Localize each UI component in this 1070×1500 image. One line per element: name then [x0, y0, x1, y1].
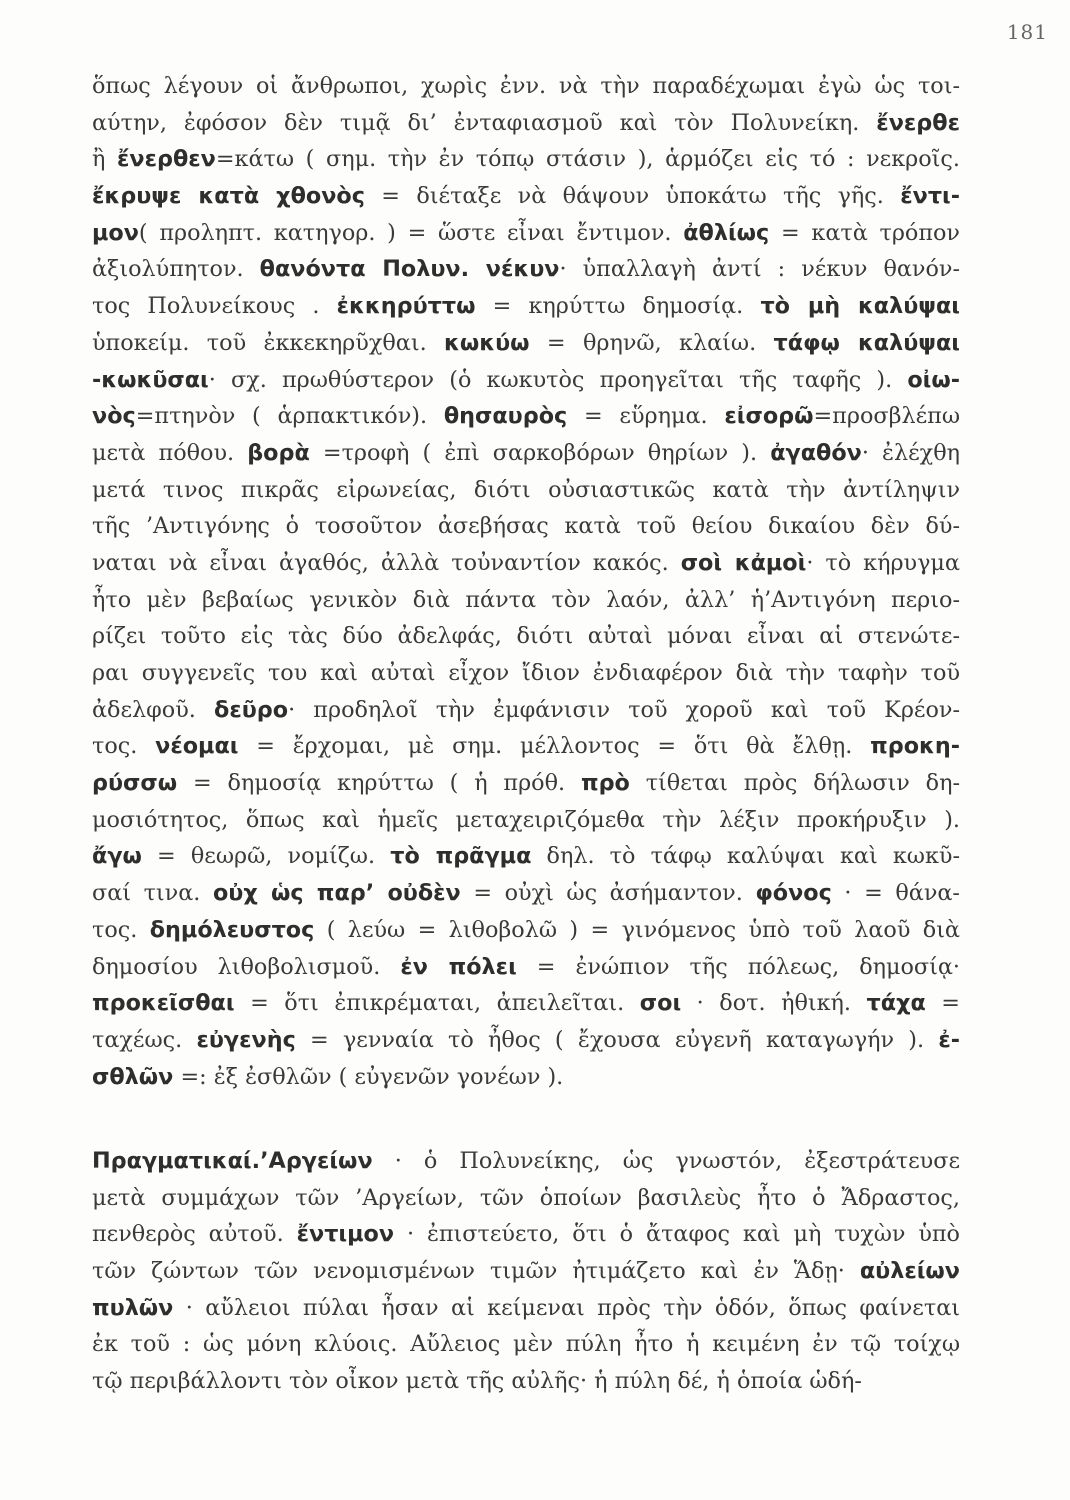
gloss-text: =προσβλέπω — [813, 403, 960, 430]
lemma-term: τὸ πρᾶγμα — [390, 843, 532, 870]
text-line — [92, 1326, 960, 1363]
text-line — [92, 251, 960, 288]
lemma-term: βορὰ — [247, 439, 310, 466]
lemma-term: ρύσσω — [92, 770, 178, 797]
gloss-text: πενθερὸς αὐτοῦ. — [92, 1221, 297, 1248]
gloss-text: = δημοσίᾳ κηρύττω ( ἡ πρόθ. — [177, 770, 581, 797]
gloss-text: τος. — [92, 916, 150, 943]
text-line — [92, 1253, 960, 1290]
gloss-text: ἢ — [92, 146, 117, 173]
gloss-text: = θεωρῶ, νομίζω. — [141, 843, 391, 870]
text-line — [92, 215, 960, 252]
text-line — [92, 985, 960, 1022]
gloss-text: ἐκ τοῦ : ὡς μόνη κλύοις. Αὔλειος μὲν πύλη ἦτο ἡ κειμένη ἐν τῷ τοίχῳ — [92, 1331, 960, 1358]
gloss-text: · αὔλειοι πύλαι ἦσαν αἱ κείμεναι πρὸς τὴν ὁδόν, ὅπως φαίνεται — [173, 1294, 960, 1321]
lemma-term: προκη- — [870, 733, 960, 760]
gloss-text: τῶν ζώντων τῶν νενομισμένων τιμῶν ἠτιμάζετο καὶ ἐν Ἅδῃ· — [92, 1258, 860, 1285]
text-line — [92, 288, 960, 325]
lemma-term: μον — [92, 219, 139, 246]
text-line — [92, 765, 960, 802]
lemma-term: ἐν πόλει — [400, 953, 517, 980]
gloss-text: =τροφὴ ( ἐπὶ σαρκοβόρων θηρίων ). — [309, 439, 771, 466]
lemma-term: πρὸ — [580, 770, 630, 797]
gloss-text: = γενναία τὸ ἦθος ( ἔχουσα εὐγενῆ καταγωγήν ). — [295, 1026, 939, 1053]
text-line — [92, 802, 960, 839]
lemma-term: οὐχ ὡς παρ’ οὐδὲν — [212, 880, 461, 907]
text-line — [92, 1180, 960, 1217]
text-line — [92, 508, 960, 545]
gloss-text: αύτην, ἐφόσον δὲν τιμᾷ δι’ ἐνταφιασμοῦ καὶ τὸν Πολυνείκη. — [92, 109, 877, 136]
text-line — [92, 838, 960, 875]
realia-paragraph — [92, 1143, 960, 1400]
lemma-term: εἰσορῶ — [724, 403, 814, 430]
gloss-text: · ὁ Πολυνείκης, ὡς γνωστόν, ἐξεστράτευσε — [372, 1148, 960, 1174]
text-line — [92, 1022, 960, 1059]
gloss-text: δημοσίου λιθοβολισμοῦ. — [92, 953, 401, 980]
text-line — [92, 1216, 960, 1253]
text-line — [92, 141, 960, 178]
lemma-term: σθλῶν — [92, 1063, 174, 1090]
text-line — [92, 545, 960, 582]
gloss-text: =πτηνὸν ( ἁρπακτικόν). — [135, 403, 444, 430]
text-line — [92, 398, 960, 435]
gloss-text: · = θάνα- — [831, 880, 960, 907]
gloss-text: ρίζει τοῦτο εἰς τὰς δύο ἀδελφάς, διότι αὐταὶ μόναι εἶναι αἱ στενώτε- — [92, 623, 960, 650]
gloss-text: τίθεται πρὸς δήλωσιν δη- — [629, 770, 960, 797]
gloss-text: = — [925, 990, 960, 1017]
gloss-text: ναται νὰ εἶναι ἀγαθός, ἀλλὰ τοὐναντίον κακός. — [92, 549, 681, 576]
gloss-text: = ὅτι ἐπικρέμαται, ἀπειλεῖται. — [234, 990, 640, 1017]
lemma-term: ἔνερθε — [876, 109, 960, 136]
text-line — [92, 655, 960, 692]
lemma-term: φόνος — [755, 880, 832, 907]
gloss-text: μοσιότητος, ὅπως καὶ ἡμεῖς μεταχειριζόμεθα τὴν λέξιν προκήρυξιν ). — [92, 806, 960, 833]
lemma-term: κωκύω — [444, 329, 530, 356]
text-line — [92, 618, 960, 655]
gloss-text: = κατὰ τρόπον — [769, 219, 960, 246]
gloss-text: · τὸ κήρυγμα — [806, 549, 960, 576]
gloss-text: τῆς ’Αντιγόνης ὁ τοσοῦτον ἀσεβήσας κατὰ τοῦ θείου δικαίου δὲν δύ- — [92, 513, 960, 540]
lemma-term: σοὶ κἀμοὶ — [680, 549, 807, 576]
text-line — [92, 692, 960, 729]
lemma-term: νέομαι — [155, 733, 239, 760]
text-line — [92, 325, 960, 362]
gloss-text: ραι συγγενεῖς του καὶ αὐταὶ εἶχον ἴδιον ἐνδιαφέρον διὰ τὴν ταφὴν τοῦ — [92, 660, 960, 686]
gloss-text: ἦτο μὲν βεβαίως γενικὸν διὰ πάντα τὸν λαόν, ἀλλ’ ἡ’Αντιγόνη περιο- — [92, 586, 960, 613]
text-line — [92, 472, 960, 509]
gloss-text: · ὑπαλλαγὴ ἀντί : νέκυν θανόν- — [559, 256, 960, 283]
lemma-term: ἐκκηρύττω — [336, 293, 476, 320]
lemma-term: τάφῳ καλύψαι — [773, 329, 960, 356]
text-line — [92, 1363, 960, 1400]
page-number: 181 — [1006, 20, 1048, 44]
text-line — [92, 362, 960, 399]
gloss-text: = ἔρχομαι, μὲ σημ. μέλλοντος = ὅτι θὰ ἔλθῃ. — [238, 733, 871, 760]
gloss-text: ( λεύω = λιθοβολῶ ) = γινόμενος ὑπὸ τοῦ λαοῦ διὰ — [314, 916, 960, 943]
gloss-text: ὅπως λέγουν οἱ ἄνθρωποι, χωρὶς ἐνν. νὰ τὴν παραδέχωμαι ἐγὼ ὡς τοι- — [92, 73, 960, 99]
gloss-text: = διέταξε νὰ θάψουν ὑποκάτω τῆς γῆς. — [364, 183, 901, 210]
lemma-term: -κωκῦσαι — [92, 366, 209, 393]
text-line — [92, 949, 960, 986]
lemma-term: θανόντα Πολυν. νέκυν — [259, 256, 560, 283]
gloss-text: ὑποκείμ. τοῦ ἐκκεκηρῦχθαι. — [92, 329, 445, 356]
gloss-text: = κηρύττω δημοσίᾳ. — [475, 293, 761, 320]
gloss-text: =: ἐξ ἐσθλῶν ( εὐγενῶν γονέων ). — [173, 1063, 564, 1090]
text-line — [92, 1290, 960, 1327]
lemma-term: δημόλευστος — [149, 916, 315, 943]
gloss-text: = εὕρημα. — [567, 403, 725, 430]
text-line — [92, 178, 960, 215]
gloss-text: δηλ. τὸ τάφῳ καλύψαι καὶ κωκῦ- — [531, 843, 960, 870]
lemma-term: αὐλείων — [859, 1258, 960, 1285]
gloss-text: ταχέως. — [92, 1026, 197, 1053]
gloss-text: = θρηνῶ, κλαίω. — [529, 329, 774, 356]
gloss-text: · σχ. πρωθύστερον (ὁ κωκυτὸς προηγεῖται τῆς ταφῆς ). — [208, 366, 908, 393]
lemma-term: θησαυρὸς — [443, 403, 568, 430]
lemma-term: ἀγαθόν — [770, 439, 862, 466]
gloss-text: · προδηλοῖ τὴν ἐμφάνισιν τοῦ χοροῦ καὶ τοῦ Κρέον- — [288, 696, 960, 723]
lemma-term: εὐγενὴς — [196, 1026, 296, 1053]
lemma-term: ἄγω — [92, 843, 142, 870]
gloss-text: ἀξιολύπητον. — [92, 256, 260, 283]
lemma-term: Πραγματικαί.’Αργείων — [92, 1148, 373, 1174]
gloss-text: · ἐλέχθη — [861, 439, 960, 466]
lemma-term: οἰω- — [907, 366, 960, 393]
lemma-term: ἐ- — [938, 1026, 960, 1053]
text-line — [92, 1143, 960, 1180]
lemma-term: ἀθλίως — [683, 219, 770, 246]
lemma-term: δεῦρο — [214, 696, 289, 723]
gloss-text: ἀδελφοῦ. — [92, 696, 214, 723]
lemma-term: τὸ μὴ καλύψαι — [760, 293, 960, 320]
text-line — [92, 912, 960, 949]
text-line — [92, 435, 960, 472]
text-line — [92, 68, 960, 105]
lemma-term: νὸς — [92, 403, 136, 430]
lemma-term: ἔντι- — [900, 183, 960, 210]
gloss-text: ( προληπτ. κατηγορ. ) = ὥστε εἶναι ἔντιμον. — [138, 219, 684, 246]
lemma-term: ἔκρυψε κατὰ χθονὸς — [92, 183, 365, 210]
gloss-text: · ἐπιστεύετο, ὅτι ὁ ἄταφος καὶ μὴ τυχὼν ὑπὸ — [394, 1221, 960, 1248]
lemma-term: ἔνερθεν — [116, 146, 216, 173]
gloss-text: σαί τινα. — [92, 880, 213, 907]
commentary-paragraph — [92, 68, 960, 1095]
lemma-term: σοι — [639, 990, 682, 1017]
text-line — [92, 1059, 960, 1096]
gloss-text: μετὰ πόθου. — [92, 439, 248, 466]
gloss-text: τος Πολυνείκους . — [92, 293, 337, 320]
text-line — [92, 105, 960, 142]
text-line — [92, 582, 960, 619]
lemma-term: ἔντιμον — [296, 1221, 395, 1248]
text-line — [92, 728, 960, 765]
lemma-term: προκεῖσθαι — [92, 990, 235, 1017]
gloss-text: = οὐχὶ ὡς ἀσήμαντον. — [460, 880, 756, 907]
lemma-term: τάχα — [866, 990, 926, 1017]
gloss-text: · δοτ. ἠθική. — [681, 990, 867, 1017]
gloss-text: μετὰ συμμάχων τῶν ’Αργείων, τῶν ὁποίων βασιλεὺς ἦτο ὁ Ἄδραστος, — [92, 1184, 960, 1211]
gloss-text: μετά τινος πικρᾶς εἰρωνείας, διότι οὐσιαστικῶς κατὰ τὴν ἀντίληψιν — [92, 476, 960, 503]
gloss-text: =κάτω ( σημ. τὴν ἐν τόπῳ στάσιν ), ἁρμόζει εἰς τό : νεκροῖς. — [215, 146, 960, 173]
lemma-term: πυλῶν — [92, 1294, 174, 1321]
gloss-text: = ἐνώπιον τῆς πόλεως, δημοσίᾳ· — [516, 953, 960, 980]
gloss-text: τος. — [92, 733, 156, 760]
text-line — [92, 875, 960, 912]
gloss-text: τῷ περιβάλλοντι τὸν οἶκον μετὰ τῆς αὐλῆς· ἡ πύλη δέ, ἡ ὁποία ὡδή- — [92, 1368, 862, 1395]
